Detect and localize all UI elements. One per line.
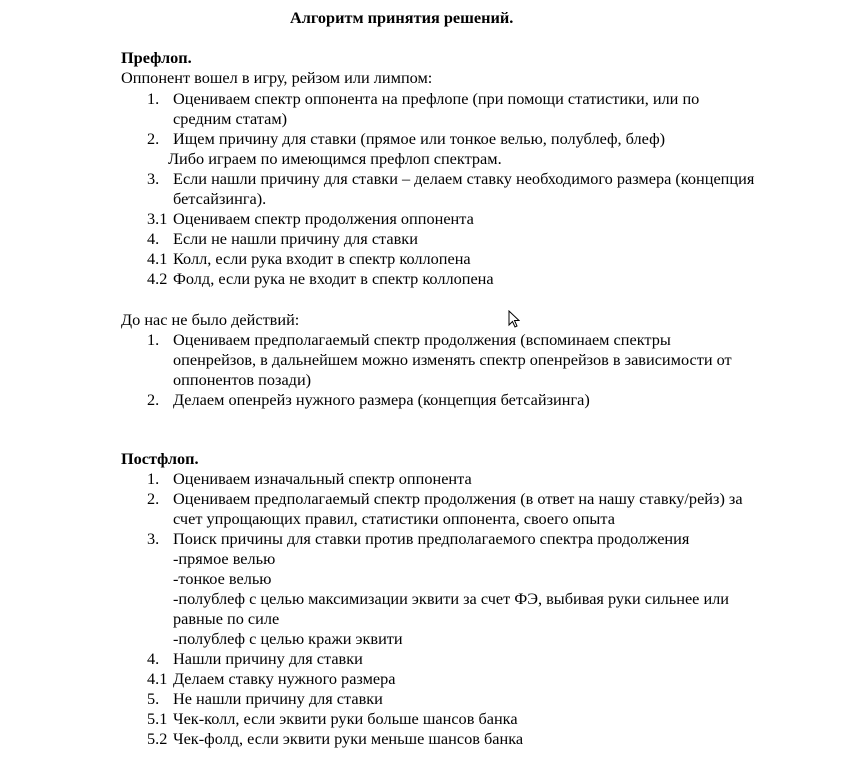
list-item-text: -прямое велью xyxy=(173,549,276,568)
list-item-number: 5. xyxy=(147,689,160,708)
list-item-text: -полублеф с целью кражи эквити xyxy=(173,629,403,648)
list-item-number: 2. xyxy=(147,489,160,508)
list-item-text: Оцениваем предполагаемый спектр продолжения (в ответ на нашу ставку/рейз) за xyxy=(173,489,743,508)
list-item-text: Оцениваем изначальный спектр оппонента xyxy=(173,469,472,488)
list-item-text: Поиск причины для ставки против предполагаемого спектра продолжения xyxy=(173,529,690,548)
mouse-pointer-icon xyxy=(508,310,520,328)
list-item-number: 5.1 xyxy=(147,709,168,728)
list-item-text: Делаем опенрейз нужного размера (концепция бетсайзинга) xyxy=(173,390,590,409)
list-item-text: опенрейзов, в дальнейшем можно изменять спектр опенрейзов в зависимости от xyxy=(173,350,732,369)
list-item-number: 5.2 xyxy=(147,729,168,748)
list-item-text: Либо играем по имеющимся префлоп спектрам. xyxy=(168,149,502,168)
list-item-text: равные по силе xyxy=(173,609,280,628)
list-item-text: Чек-колл, если эквити руки больше шансов банка xyxy=(173,709,518,728)
list-item-text: Оцениваем предполагаемый спектр продолжения (вспоминаем спектры xyxy=(173,330,671,349)
preflop-subheading-opponent: Оппонент вошел в игру, рейзом или лимпом: xyxy=(121,68,433,87)
list-item-text: Фолд, если рука не входит в спектр коллопена xyxy=(173,269,494,288)
list-item-text: бетсайзинга). xyxy=(173,189,267,208)
list-item-number: 3. xyxy=(147,529,160,548)
list-item-text: Ищем причину для ставки (прямое или тонкое велью, полублеф, блеф) xyxy=(173,129,666,148)
list-item-number: 4. xyxy=(147,229,160,248)
list-item-number: 3.1 xyxy=(147,209,168,228)
list-item-text: Нашли причину для ставки xyxy=(173,649,363,668)
list-item-text: Оцениваем спектр оппонента на префлопе (при помощи статистики, или по xyxy=(173,89,700,108)
list-item-number: 4.1 xyxy=(147,669,168,688)
list-item-text: оппонентов позади) xyxy=(173,370,312,389)
list-item-number: 1. xyxy=(147,469,160,488)
preflop-heading: Префлоп. xyxy=(121,48,192,67)
list-item-number: 1. xyxy=(147,89,160,108)
list-item-text: -полублеф с целью максимизации эквити за счет ФЭ, выбивая руки сильнее или xyxy=(173,589,730,608)
list-item-text: Если нашли причину для ставки – делаем ставку необходимого размера (концепция xyxy=(173,169,755,188)
list-item-number: 2. xyxy=(147,390,160,409)
list-item-number: 2. xyxy=(147,129,160,148)
list-item-text: Если не нашли причину для ставки xyxy=(173,229,418,248)
preflop-subheading-no-action: До нас не было действий: xyxy=(121,310,300,329)
list-item-text: средним статам) xyxy=(173,109,288,128)
list-item-number: 4.1 xyxy=(147,249,168,268)
list-item-number: 1. xyxy=(147,330,160,349)
list-item-number: 3. xyxy=(147,169,160,188)
list-item-text: Оцениваем спектр продолжения оппонента xyxy=(173,209,474,228)
list-item-text: счет упрощающих правил, статистики оппонента, своего опыта xyxy=(173,509,615,528)
list-item-number: 4.2 xyxy=(147,269,168,288)
document-title: Алгоритм принятия решений. xyxy=(290,8,514,27)
list-item-text: Делаем ставку нужного размера xyxy=(173,669,396,688)
list-item-text: Не нашли причину для ставки xyxy=(173,689,383,708)
list-item-text: -тонкое велью xyxy=(173,569,272,588)
postflop-heading: Постфлоп. xyxy=(121,449,199,468)
list-item-text: Чек-фолд, если эквити руки меньше шансов банка xyxy=(173,729,524,748)
list-item-text: Колл, если рука входит в спектр коллопена xyxy=(173,249,471,268)
list-item-number: 4. xyxy=(147,649,160,668)
